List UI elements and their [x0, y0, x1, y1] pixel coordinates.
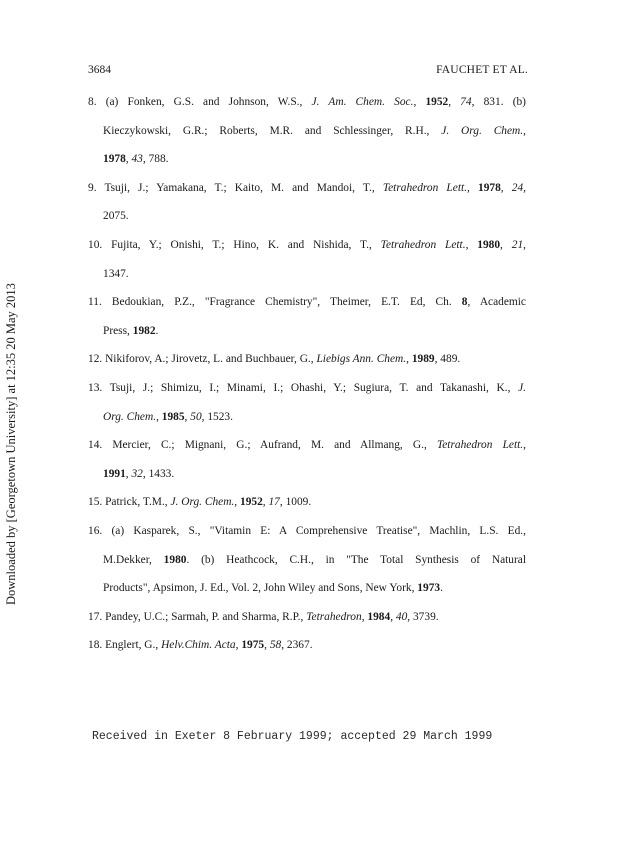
reference-line: 1978, 43, 788.: [103, 153, 169, 166]
reference-line: 11. Bedoukian, P.Z., "Fragrance Chemistry", Theimer, E.T. Ed, Ch. 8, Academic: [88, 296, 526, 309]
reference-line: 10. Fujita, Y.; Onishi, T.; Hino, K. and Nishida, T., Tetrahedron Lett., 1980, 21,: [88, 238, 526, 251]
reference-11: [88, 288, 526, 345]
reference-line: 18. Englert, G., Helv.Chim. Acta, 1975, 58, 2367.: [88, 639, 313, 652]
reference-line: 16. (a) Kasparek, S., "Vitamin E: A Comprehensive Treatise", Machlin, L.S. Ed.,: [88, 524, 526, 537]
reference-16: [88, 517, 526, 603]
reference-line: Press, 1982.: [103, 324, 159, 337]
reference-line: Products", Apsimon, J. Ed., Vol. 2, John Wiley and Sons, New York, 1973.: [103, 582, 443, 595]
reference-list: [88, 88, 526, 660]
reference-14: [88, 431, 526, 488]
reference-8: [88, 88, 526, 174]
reference-line: 15. Patrick, T.M., J. Org. Chem., 1952, 17, 1009.: [88, 496, 312, 509]
reference-15: [88, 488, 526, 517]
reference-line: Kieczykowski, G.R.; Roberts, M.R. and Schlessinger, R.H., J. Org. Chem.,: [103, 124, 526, 137]
reference-line: 14. Mercier, C.; Mignani, G.; Aufrand, M. and Allmang, G., Tetrahedron Lett.,: [88, 439, 527, 452]
reference-line: M.Dekker, 1980. (b) Heathcock, C.H., in "The Total Synthesis of Natural: [103, 553, 526, 566]
reference-line: 9. Tsuji, J.; Yamakana, T.; Kaito, M. and Mandoi, T., Tetrahedron Lett., 1978, 24,: [88, 181, 527, 194]
reference-line: Org. Chem., 1985, 50, 1523.: [103, 410, 233, 423]
reference-9: [88, 174, 526, 231]
reference-line: 17. Pandey, U.C.; Sarmah, P. and Sharma, R.P., Tetrahedron, 1984, 40, 3739.: [88, 610, 439, 623]
page-number: 3684: [88, 64, 111, 76]
reference-13: [88, 374, 526, 431]
reference-18: [88, 631, 526, 660]
reference-line: 1991, 32, 1433.: [103, 467, 175, 480]
reference-17: [88, 603, 526, 632]
reference-line: 8. (a) Fonken, G.S. and Johnson, W.S., J. Am. Chem. Soc., 1952, 74, 831. (b): [88, 96, 526, 108]
reference-line: 12. Nikiforov, A.; Jirovetz, L. and Buchbauer, G., Liebigs Ann. Chem., 1989, 489.: [88, 353, 461, 366]
reference-10: [88, 231, 526, 288]
received-accepted-note: Received in Exeter 8 February 1999; accepted 29 March 1999: [92, 730, 493, 743]
reference-line: 2075.: [103, 210, 129, 223]
running-head: FAUCHET ET AL.: [436, 64, 528, 76]
download-watermark: Downloaded by [Georgetown University] at 12:35 20 May 2013: [4, 283, 18, 605]
reference-12: [88, 345, 526, 374]
reference-line: 13. Tsuji, J.; Shimizu, I.; Minami, I.; Ohashi, Y.; Sugiura, T. and Takanashi, K., J.: [88, 381, 526, 394]
reference-line: 1347.: [103, 267, 129, 280]
